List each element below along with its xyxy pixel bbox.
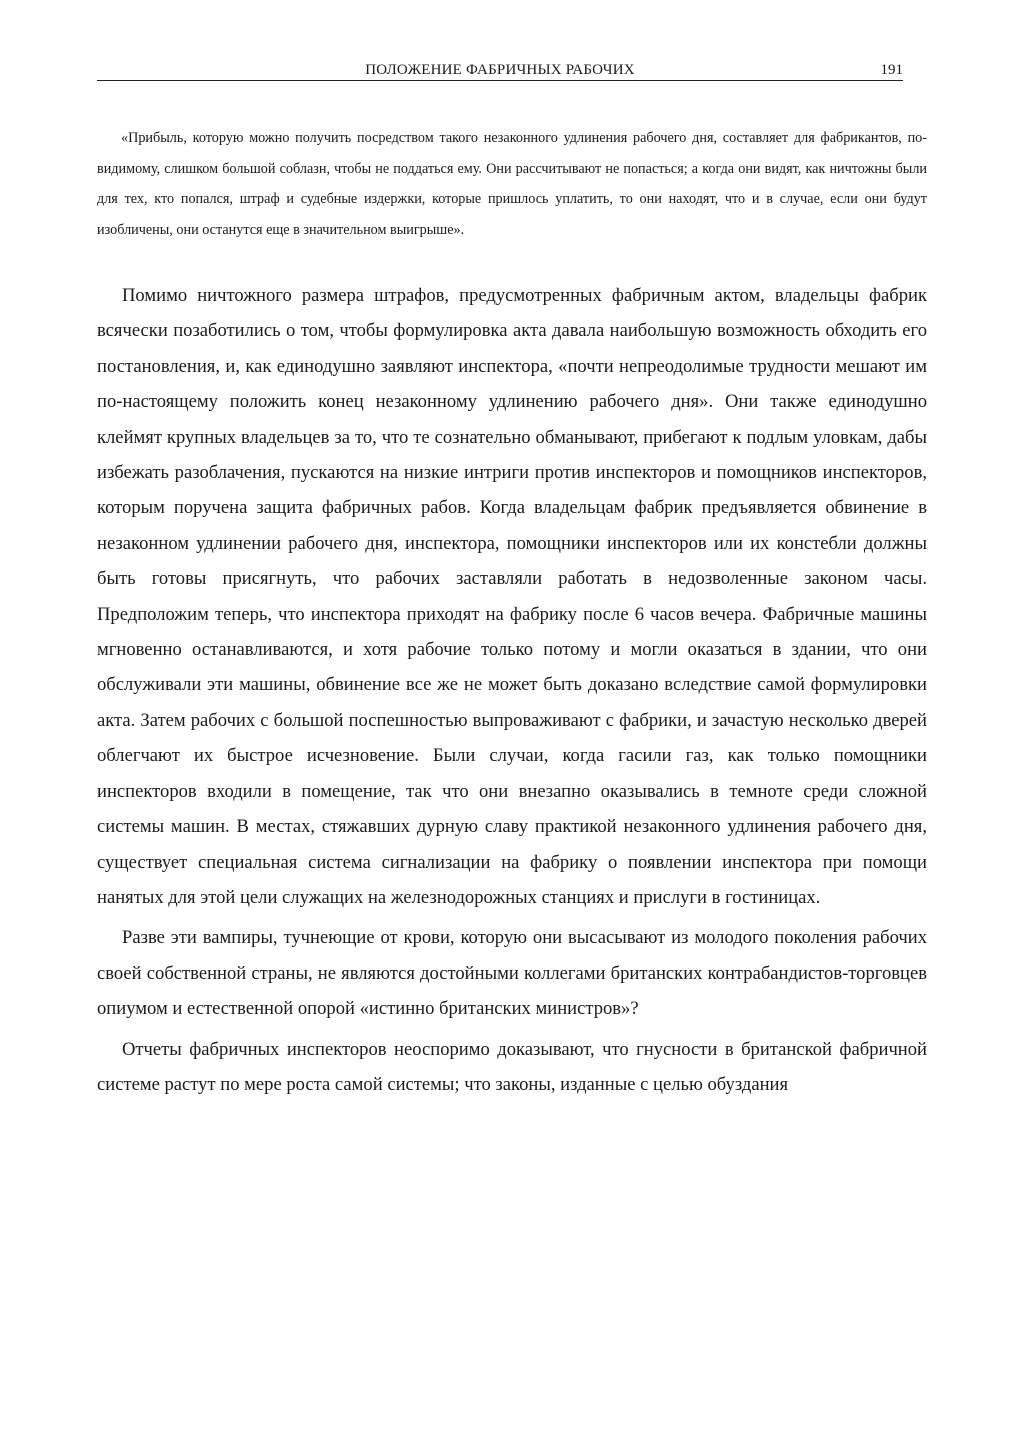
paragraph: Отчеты фабричных инспекторов неоспоримо доказывают, что гнусности в британской фабричной системе растут по мере роста самой системы; что законы, изданные с целью обуздания xyxy=(97,1038,927,1095)
running-title: ПОЛОЖЕНИЕ ФАБРИЧНЫХ РАБОЧИХ xyxy=(365,62,635,78)
body-text xyxy=(97,278,927,1107)
paragraph: Помимо ничтожного размера штрафов, предусмотренных фабричным актом, владельцы фабрик всячески позаботились о том, чтобы формулировка акта давала наибольшую возможность обходить его постановления, и, как единодушно заявляют инспектора, «почти непреодолимые трудности мешают им по-настоящему положить конец незаконному удлинению рабочего дня». Они также единодушно клеймят крупных владельцев за то, что те сознательно обманывают, прибегают к подлым уловкам, дабы избежать разоблачения, пускаются на низкие интриги против инспекторов и помощников инспекторов, которым поручена защита фабричных рабов. Когда владельцам фабрик предъявляется обвинение в незаконном удлинении рабочего дня, инспектора, помощники инспекторов или их констебли должны быть готовы присягнуть, что рабочих заставляли работать в недозволенные законом часы. Предположим теперь, что инспектора приходят на фабрику после 6 часов вечера. Фабричные машины мгновенно останавливаются, и хотя рабочие только потому и могли оказаться в здании, что они обслуживали эти машины, обвинение все же не может быть доказано вследствие самой формулировки акта. Затем рабочих с большой поспешностью выпроваживают с фабрики, и зачастую несколько дверей облегчают их быстрое исчезновение. Были случаи, когда гасили газ, как только помощники инспекторов входили в помещение, так что они внезапно оказывались в темноте среди сложной системы машин. В местах, стяжавших дурную славу практикой незаконного удлинения рабочего дня, существует специальная система сигнализации на фабрику о появлении инспектора при помощи нанятых для этой цели служащих на железнодорожных станциях и прислуги в гостиницах. xyxy=(97,285,927,908)
paragraph: Разве эти вампиры, тучнеющие от крови, которую они высасывают из молодого поколения рабочих своей собственной страны, не являются достойными коллегами британских контрабандистов-торговцев опиумом и естественной опорой «истинно британских министров»? xyxy=(97,927,927,1020)
page-number: 191 xyxy=(880,62,903,78)
block-quote: «Прибыль, которую можно получить посредством такого незаконного удлинения рабочего дня, составляет для фабрикантов, по-видимому, слишком большой соблазн, чтобы не поддаться ему. Они рассчитывают не попасться; а когда они видят, как ничтожны были для тех, кто попался, штраф и судебные издержки, которые пришлось уплатить, то они находят, что и в случае, если они будут изобличены, они останутся еще в значительном выигрыше». xyxy=(97,130,927,238)
running-header xyxy=(97,60,903,81)
